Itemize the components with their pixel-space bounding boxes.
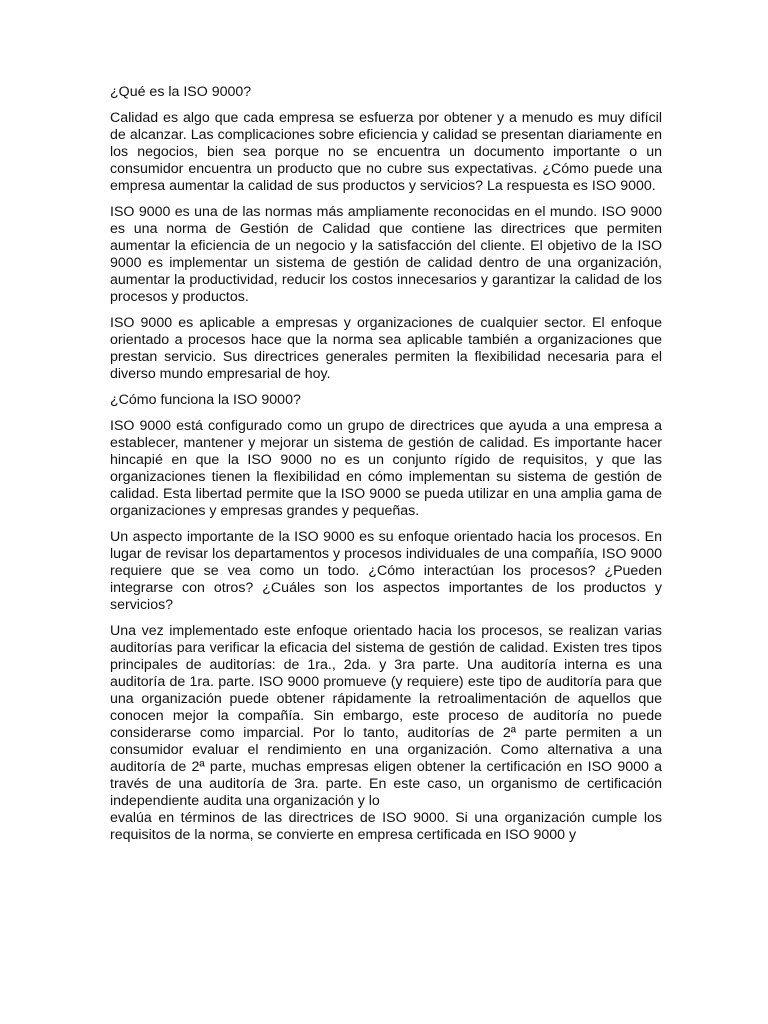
section-heading-how-iso-works: ¿Cómo funciona la ISO 9000? [110,392,301,408]
paragraph-iso-applicability: ISO 9000 es aplicable a empresas y organizaciones de cualquier sector. El enfoque orientado a procesos hace que la norma sea aplicable también a organizaciones que prestan servicio. Sus directrices generales permiten la flexibilidad necesaria para el diverso mundo empresarial de hoy. [110,315,662,382]
document-page [110,84,662,844]
paragraph-process-approach: Un aspecto importante de la ISO 9000 es su enfoque orientado hacia los procesos. En lugar de revisar los departamentos y procesos individuales de una compañía, ISO 9000 requiere que se vea como un todo. ¿Cómo interactúan los procesos? ¿Pueden integrarse con otros? ¿Cuáles son los aspectos importantes de los productos y servicios? [110,529,662,613]
paragraph-quality-intro: Calidad es algo que cada empresa se esfuerza por obtener y a menudo es muy difícil de alcanzar. Las complicaciones sobre eficiencia y calidad se presentan diariamente en los negocios, bien sea porque no se encuentra un documento importante o un consumidor encuentra un producto que no cubre sus expectativas. ¿Cómo puede una empresa aumentar la calidad de sus productos y servicios? La respuesta es ISO 9000. [110,110,662,194]
paragraph-audits-continued: evalúa en términos de las directrices de ISO 9000. Si una organización cumple los requisitos de la norma, se convierte en empresa certificada en ISO 9000 y [110,810,662,843]
section-heading-what-is-iso: ¿Qué es la ISO 9000? [110,84,252,100]
paragraph-iso-guidelines: ISO 9000 está configurado como un grupo de directrices que ayuda a una empresa a establecer, mantener y mejorar un sistema de gestión de calidad. Es importante hacer hincapié en que la ISO 9000 no es un conjunto rígido de requisitos, y que las organizaciones tienen la flexibilidad en cómo implementan su sistema de gestión de calidad. Esta libertad permite que la ISO 9000 se pueda utilizar en una amplia gama de organizaciones y empresas grandes y pequeñas. [110,418,662,519]
paragraph-audits: Una vez implementado este enfoque orientado hacia los procesos, se realizan varias auditorías para verificar la eficacia del sistema de gestión de calidad. Existen tres tipos principales de auditorías: de 1ra., 2da. y 3ra parte. Una auditoría interna es una auditoría de 1ra. parte. ISO 9000 promueve (y requiere) este tipo de auditoría para que una organización puede obtener rápidamente la retroalimentación de aquellos que conocen mejor la compañía. Sin embargo, este proceso de auditoría no puede considerarse como imparcial. Por lo tanto, auditorías de 2ª parte permiten a un consumidor evaluar el rendimiento en una organización. Como alternativa a una auditoría de 2ª parte, muchas empresas eligen obtener la certificación en ISO 9000 a través de una auditoría de 3ra. parte. En este caso, un organismo de certificación independiente audita una organización y lo [110,623,662,809]
paragraph-iso-definition: ISO 9000 es una de las normas más ampliamente reconocidas en el mundo. ISO 9000 es una norma de Gestión de Calidad que contiene las directrices que permiten aumentar la eficiencia de un negocio y la satisfacción del cliente. El objetivo de la ISO 9000 es implementar un sistema de gestión de calidad dentro de una organización, aumentar la productividad, reducir los costos innecesarios y garantizar la calidad de los procesos y productos. [110,204,662,305]
